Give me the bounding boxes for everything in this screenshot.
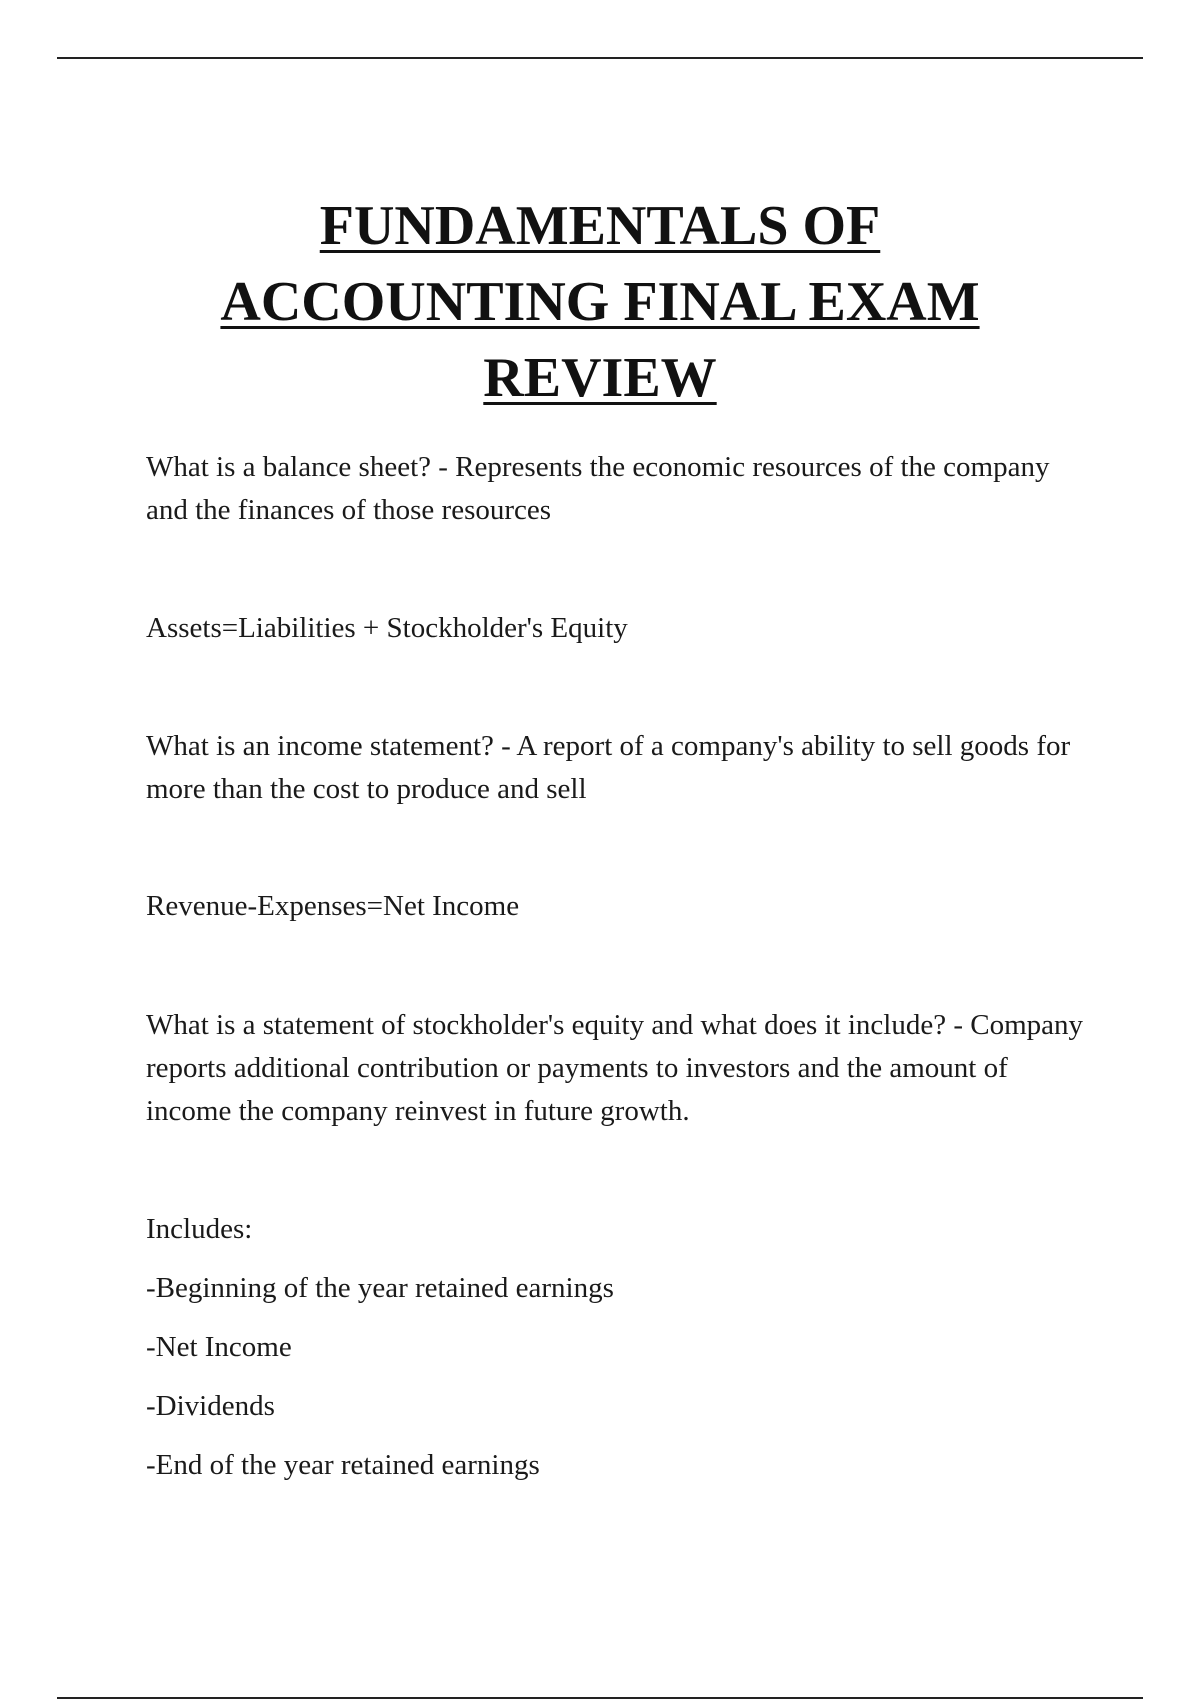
bottom-rule — [57, 1697, 1143, 1699]
title-line-2: ACCOUNTING FINAL EXAM — [220, 270, 980, 333]
stockholders-equity-question: What is a statement of stockholder's equity and what does it include? - Company reports additional contribution or payments to investors and the amount of income the company reinvest in future growth. — [146, 1009, 1084, 1127]
includes-label: Includes: — [146, 1213, 253, 1245]
title-line-1: FUNDAMENTALS OF — [319, 194, 881, 257]
balance-sheet-question: What is a balance sheet? - Represents the economic resources of the company and the finances of those resources — [146, 451, 1050, 526]
income-statement-question: What is an income statement? - A report of a company's ability to sell goods for more than the cost to produce and sell — [146, 730, 1071, 805]
list-item: -Net Income — [146, 1331, 292, 1363]
list-item: -Dividends — [146, 1390, 275, 1422]
page-title — [150, 188, 1050, 416]
title-line-3: REVIEW — [483, 346, 717, 409]
list-item: -End of the year retained earnings — [146, 1449, 540, 1481]
list-item: -Beginning of the year retained earnings — [146, 1272, 614, 1304]
includes-list — [146, 1208, 1086, 1503]
income-statement-equation: Revenue-Expenses=Net Income — [146, 890, 520, 922]
top-rule — [57, 57, 1143, 59]
balance-sheet-equation: Assets=Liabilities + Stockholder's Equity — [146, 612, 628, 644]
